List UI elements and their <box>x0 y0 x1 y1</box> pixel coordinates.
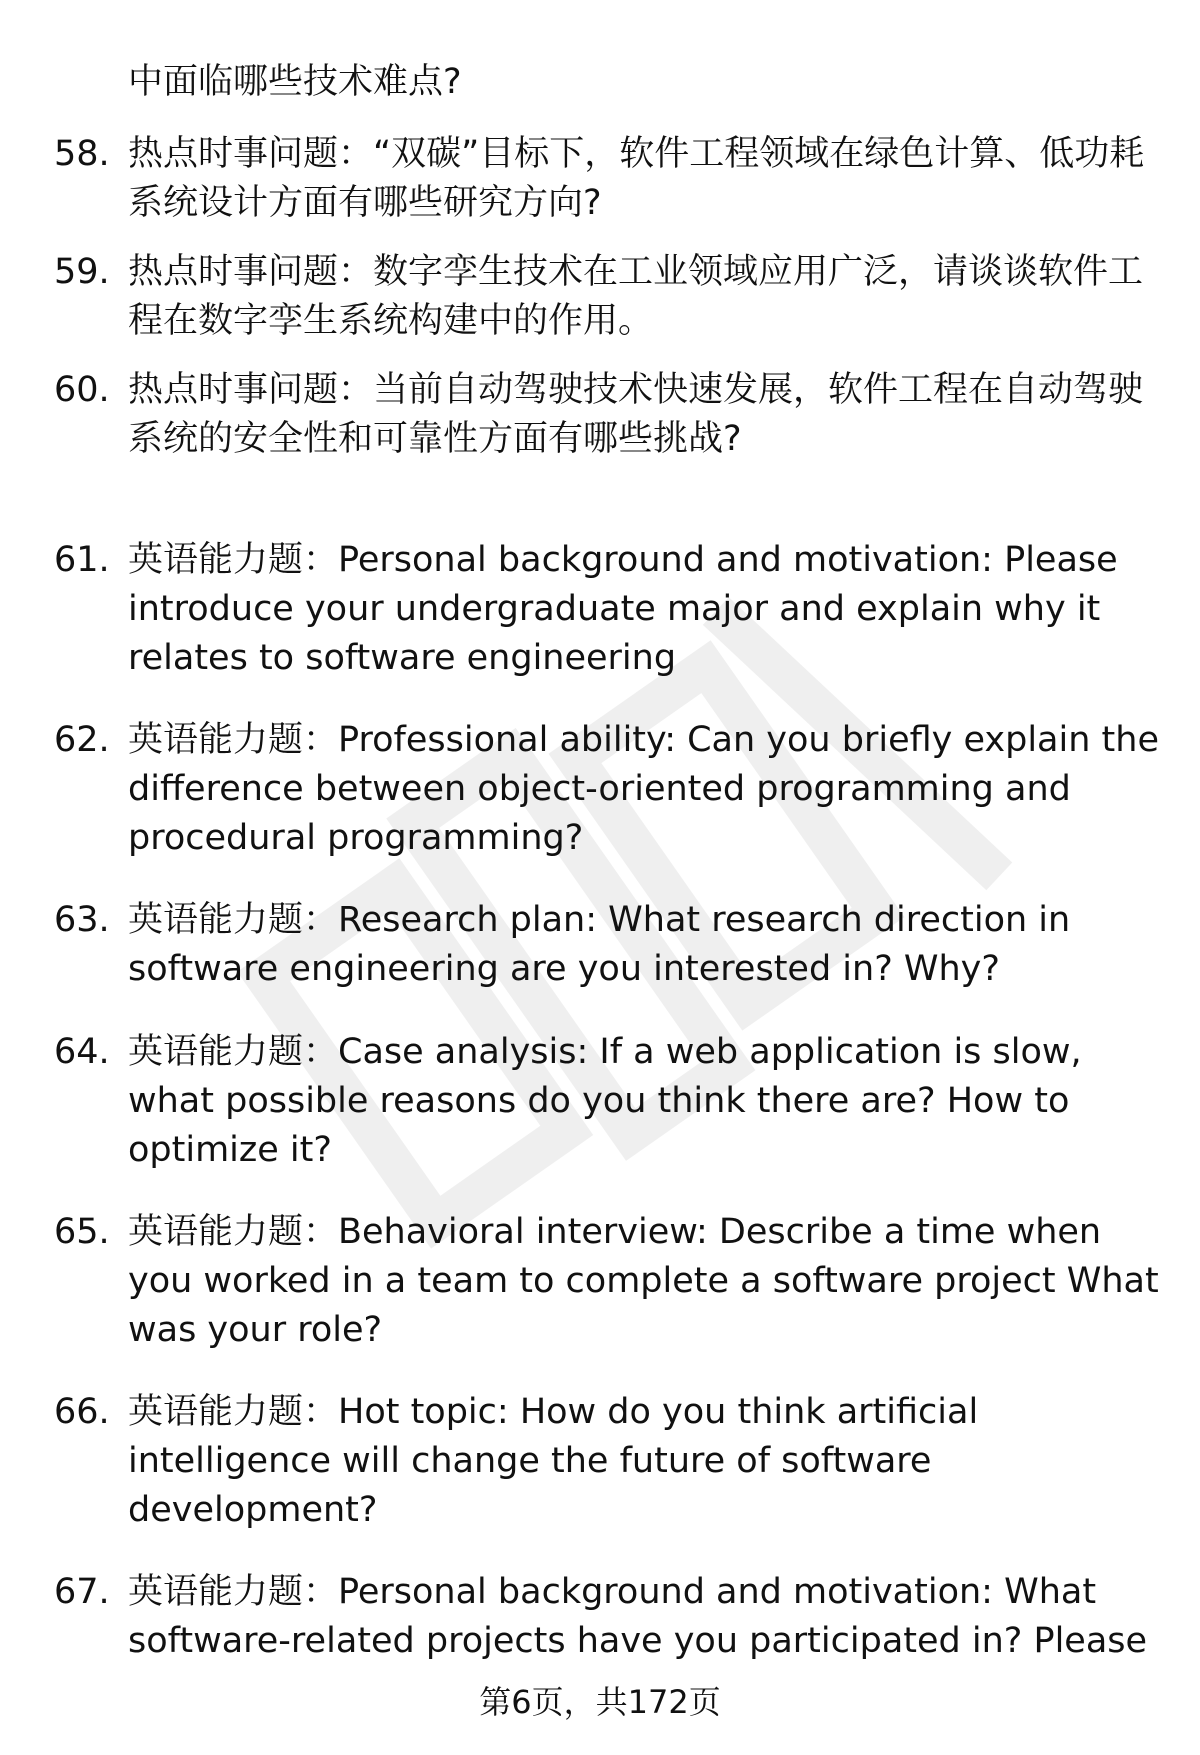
question-text: 英语能力题：Personal background and motivation: What software-related projects have you participated in? Please <box>128 1572 1148 1661</box>
question-text: 热点时事问题：“双碳”目标下，软件工程领域在绿色计算、低功耗系统设计方面有哪些研究方向? <box>128 134 1145 223</box>
question-text: 英语能力题：Hot topic: How do you think artificial intelligence will change the future of software development? <box>128 1392 979 1530</box>
question-number: 67. <box>54 1572 110 1612</box>
question-number: 61. <box>54 540 110 580</box>
question-text: 英语能力题：Professional ability: Can you briefly explain the difference between object-oriented programming and procedural programming? <box>128 720 1159 858</box>
continuation-text: 中面临哪些技术难点? <box>128 62 462 102</box>
question-item-61 <box>54 536 1164 683</box>
question-number: 62. <box>54 720 110 760</box>
question-number: 63. <box>54 900 110 940</box>
question-text: 英语能力题：Behavioral interview: Describe a time when you worked in a team to complete a software project What was your role? <box>128 1212 1159 1350</box>
question-text: 英语能力题：Case analysis: If a web application is slow, what possible reasons do you think there are? How to optimize it? <box>128 1032 1082 1170</box>
question-item-60 <box>54 366 1164 464</box>
page-number-footer: 第6页，共172页 <box>479 1683 721 1721</box>
question-number: 59. <box>54 252 110 292</box>
question-item-66 <box>54 1388 1164 1535</box>
question-item-63 <box>54 896 1164 994</box>
question-item-59 <box>54 248 1164 346</box>
question-text: 热点时事问题：数字孪生技术在工业领域应用广泛，请谈谈软件工程在数字孪生系统构建中的作用。 <box>128 252 1144 341</box>
question-number: 66. <box>54 1392 110 1432</box>
question-item-67 <box>54 1568 1164 1666</box>
question-number: 58. <box>54 134 110 174</box>
question-number: 60. <box>54 370 110 410</box>
question-text: 英语能力题：Personal background and motivation: Please introduce your undergraduate major and explain why it relates to software engineering <box>128 540 1118 678</box>
question-item-65 <box>54 1208 1164 1355</box>
question-item-58 <box>54 130 1164 228</box>
question-text: 英语能力题：Research plan: What research direction in software engineering are you interested in? Why? <box>128 900 1071 989</box>
question-text: 热点时事问题：当前自动驾驶技术快速发展，软件工程在自动驾驶系统的安全性和可靠性方面有哪些挑战? <box>128 370 1144 459</box>
question-item-62 <box>54 716 1164 863</box>
question-item-64 <box>54 1028 1164 1175</box>
question-number: 64. <box>54 1032 110 1072</box>
question-number: 65. <box>54 1212 110 1252</box>
